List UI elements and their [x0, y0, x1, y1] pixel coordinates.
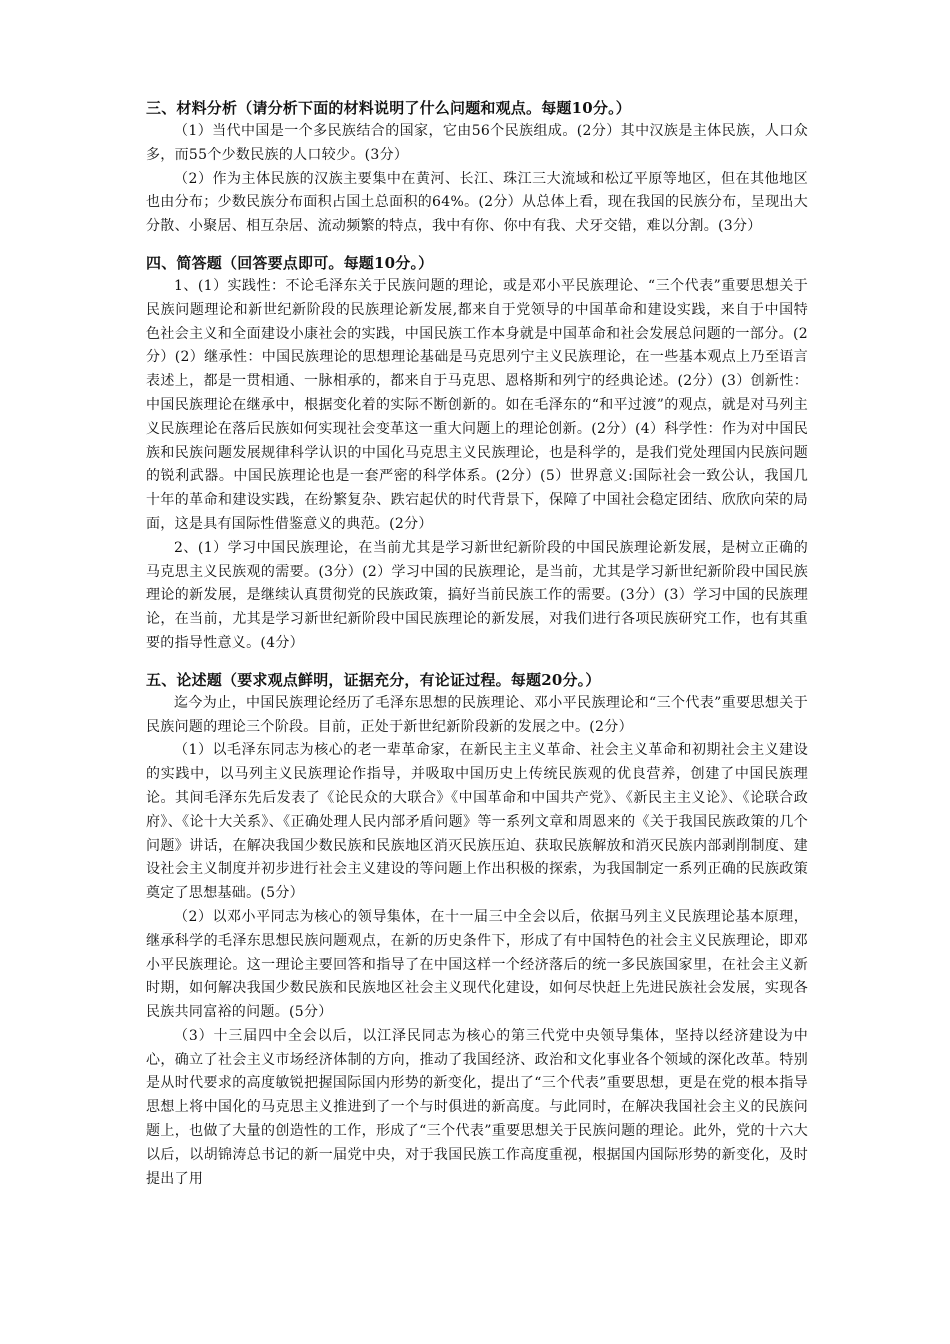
section-heading: 五、论述题（要求观点鲜明，证据充分，有论证过程。每题20分。）: [146, 670, 601, 689]
section-heading: 四、简答题（回答要点即可。每题10分。）: [146, 253, 434, 272]
paragraph: 2、(1）学习中国民族理论，在当前尤其是学习新世纪新阶段的中国民族理论新发展，是树立正确的马克思主义民族观的需要。(3分）(2）学习中国的民族理论，是当前，尤其是学习新世纪新阶段中国民族理论的新发展，是继续认真贯彻党的民族政策，搞好当前民族工作的需要。(3分）(3）学习中国的民族理论，在当前，尤其是学习新世纪新阶段中国民族理论的新发展，对我们进行各项民族研究工作，也有其重要的指导性意义。(4分）: [146, 539, 808, 651]
paragraph: （2）以邓小平同志为核心的领导集体，在十一届三中全会以后，依据马列主义民族理论基本原理，继承科学的毛泽东思想民族问题观点，在新的历史条件下，形成了有中国特色的社会主义民族理论，即邓小平民族理论。这一理论主要回答和指导了在中国这样一个经济落后的统一多民族国家里，在社会主义新时期，如何解决我国少数民族和民族地区社会主义现代化建设，如何尽快赶上先进民族社会发展，实现各民族共同富裕的问题。(5分）: [146, 908, 808, 1021]
paragraph: （3）十三届四中全会以后，以江泽民同志为核心的第三代党中央领导集体，坚持以经济建设为中心，确立了社会主义市场经济体制的方向，推动了我国经济、政治和文化事业各个领域的深化改革。特别是从时代要求的高度敏锐把握国际国内形势的新变化，提出了“三个代表”重要思想，更是在党的根本指导思想上将中国化的马克思主义推进到了一个与时俱进的新高度。与此同时，在解决我国社会主义的民族问题上，也做了大量的创造性的工作，形成了“三个代表”重要思想关于民族问题的理论。此外，党的十六大以后，以胡锦涛总书记的新一届党中央，对于我国民族工作高度重视，根据国内国际形势的新变化，及时提出了用: [146, 1027, 808, 1187]
section-material-analysis: [146, 96, 808, 239]
section-essay: [146, 668, 808, 1192]
paragraph: 1、(1）实践性：不论毛泽东关于民族问题的理论，或是邓小平民族理论、“三个代表”重要思想关于民族问题理论和新世纪新阶段的民族理论新发展,都来自于党领导的中国革命和建设实践，来自于中国特色社会主义和全面建设小康社会的实践，中国民族工作本身就是中国革命和社会发展总问题的一部分。(2分）(2）继承性：中国民族理论的思想理论基础是马克思列宁主义民族理论，在一些基本观点上乃至语言表述上，都是一贯相通、一脉相承的，都来自于马克思、恩格斯和列宁的经典论述。(2分）(3）创新性：中国民族理论在继承中，根据变化着的实际不断创新的。如在毛泽东的“和平过渡”的观点，就是对马列主义民族理论在落后民族如何实现社会变革这一重大问题上的理论创新。(2分）(4）科学性：作为对中国民族和民族问题发展规律科学认识的中国化马克思主义民族理论，也是科学的，是我们党处理国内民族问题的锐利武器。中国民族理论也是一套严密的科学体系。(2分）(5）世界意义:国际社会一致公认，我国几十年的革命和建设实践，在纷繁复杂、跌宕起伏的时代背景下，保障了中国社会稳定团结、欣欣向荣的局面，这是具有国际性借鉴意义的典范。(2分）: [146, 277, 808, 532]
section-heading: 三、材料分析（请分析下面的材料说明了什么问题和观点。每题10分。）: [146, 99, 631, 117]
paragraph: （1）以毛泽东同志为核心的老一辈革命家，在新民主主义革命、社会主义革命和初期社会主义建设的实践中，以马列主义民族理论作指导，并吸取中国历史上传统民族观的优良营养，创建了中国民族理论。其间毛泽东先后发表了《论民众的大联合》《中国革命和中国共产党》、《新民主主义论》、《论联合政府》、《论十大关系》、《正确处理人民内部矛盾问题》等一系列文章和周恩来的《关于我国民族政策的几个问题》讲话，在解决我国少数民族和民族地区消灭民族压迫、获取民族解放和消灭民族内部剥削制度、建设社会主义制度并初步进行社会主义建设的等问题上作出积极的探索，为我国制定一系列正确的民族政策奠定了思想基础。(5分）: [146, 742, 808, 902]
section-short-answer: [146, 251, 808, 656]
paragraph: （1）当代中国是一个多民族结合的国家，它由56个民族组成。(2分）其中汉族是主体民族，人口众多，而55个少数民族的人口较少。(3分）: [146, 123, 808, 163]
paragraph: （2）作为主体民族的汉族主要集中在黄河、长江、珠江三大流域和松辽平原等地区，但在其他地区也由分布；少数民族分布面积占国土总面积的64%。(2分）从总体上看，现在我国的民族分布，呈现出大分散、小聚居、相互杂居、流动频繁的特点，我中有你、你中有我、犬牙交错，难以分割。(3分）: [146, 170, 808, 235]
paragraph: 迄今为止，中国民族理论经历了毛泽东思想的民族理论、邓小平民族理论和“三个代表”重要思想关于民族问题的理论三个阶段。目前，正处于新世纪新阶段新的发展之中。(2分）: [146, 694, 808, 735]
